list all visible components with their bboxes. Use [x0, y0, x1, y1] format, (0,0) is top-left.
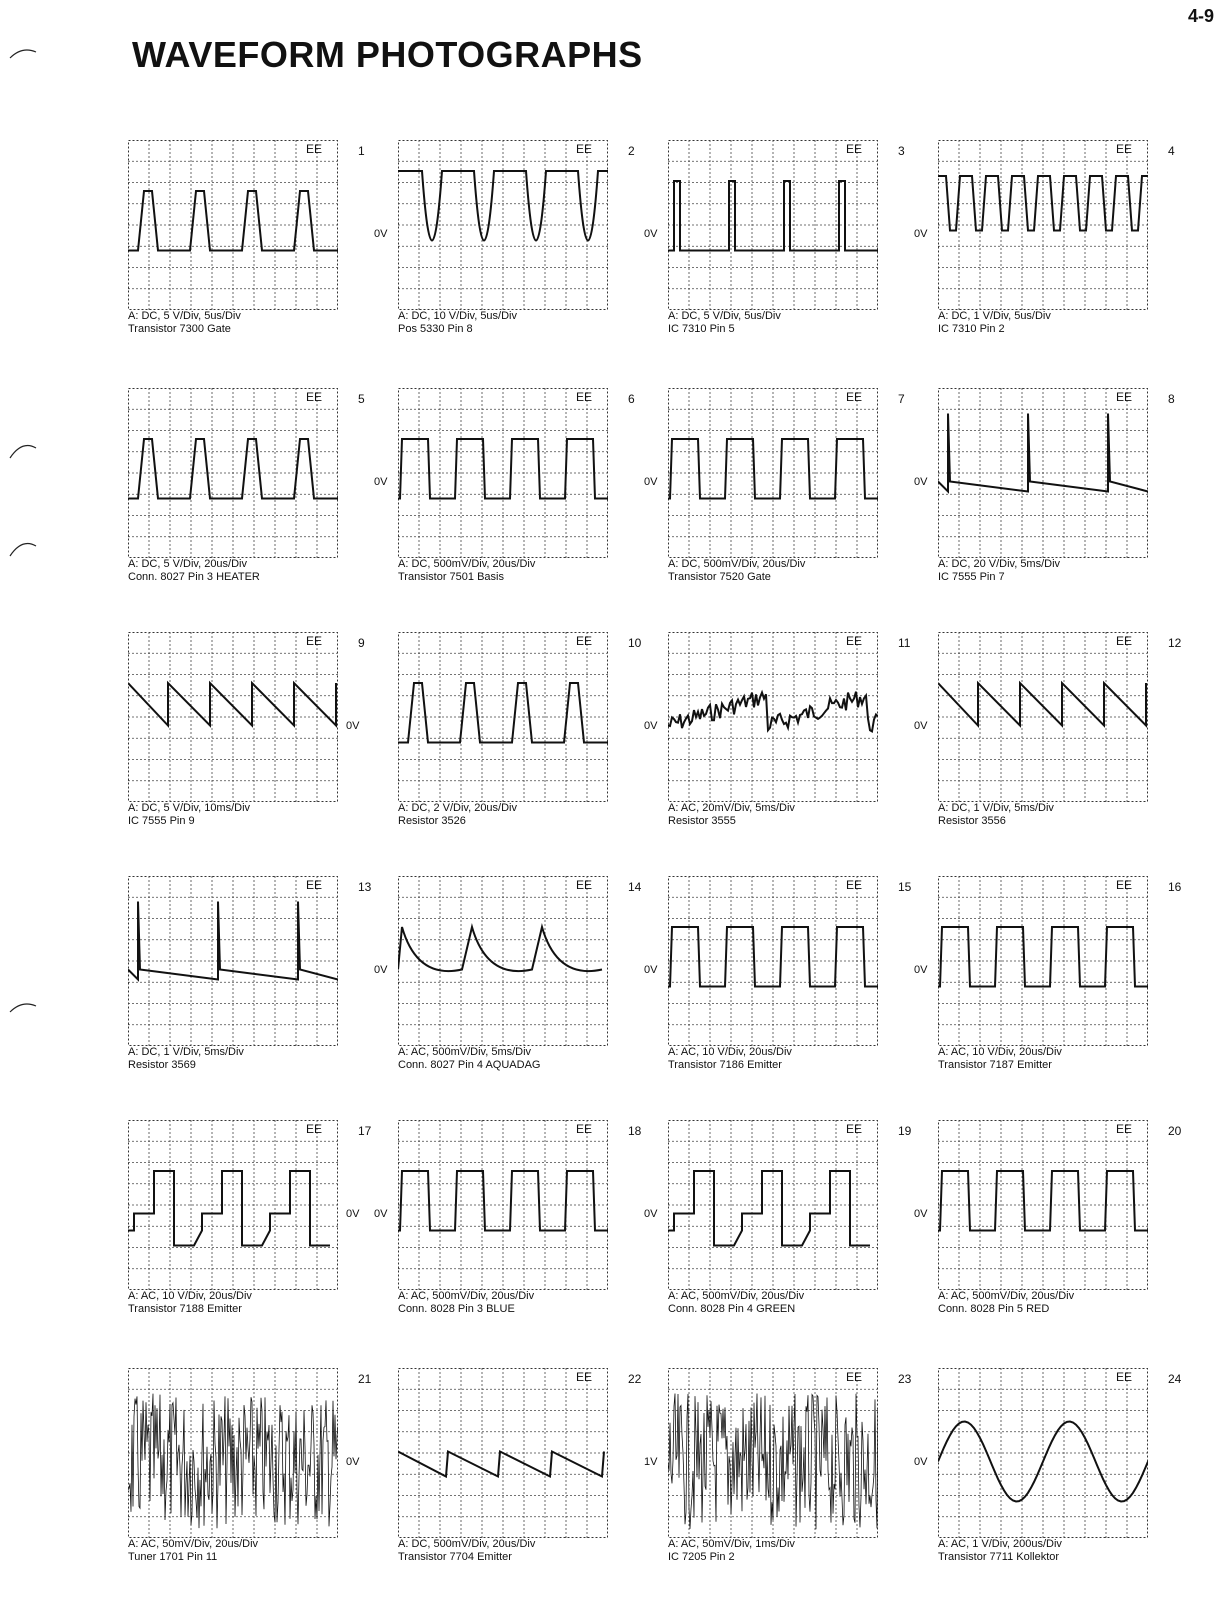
ee-label: EE [576, 634, 593, 648]
waveform-caption [128, 802, 250, 828]
waveform-caption [938, 802, 1054, 828]
reference-level-label: 0V [346, 1207, 360, 1220]
waveform-caption [668, 1290, 804, 1316]
measurement-point: Tuner 1701 Pin 11 [128, 1551, 218, 1563]
waveform-trace [938, 388, 1148, 558]
oscilloscope-screen [668, 632, 878, 802]
oscilloscope-screen [668, 1368, 878, 1538]
waveform-panel [644, 876, 938, 1116]
oscilloscope-screen [128, 388, 338, 558]
punch-hole-mark [8, 538, 38, 552]
reference-level-label: 0V [346, 719, 360, 732]
punch-hole-mark [8, 440, 38, 454]
waveform-panel [128, 140, 398, 380]
oscilloscope-screen [668, 1120, 878, 1290]
ee-label: EE [846, 390, 863, 404]
oscilloscope-screen [128, 1120, 338, 1290]
panel-number: 11 [898, 636, 911, 650]
oscilloscope-screen [128, 140, 338, 310]
oscilloscope-screen [398, 876, 608, 1046]
measurement-point: IC 7310 Pin 2 [938, 323, 1005, 335]
waveform-panel [644, 1120, 938, 1360]
ee-label: EE [1116, 1370, 1133, 1384]
ee-label: EE [1116, 390, 1133, 404]
waveform-trace [938, 632, 1148, 802]
scope-settings: A: AC, 500mV/Div, 20us/Div [668, 1290, 805, 1302]
waveform-caption [668, 802, 795, 828]
reference-level-label: 1V [644, 1455, 658, 1468]
ee-label: EE [846, 1370, 863, 1384]
scope-settings: A: DC, 1 V/Div, 5us/Div [938, 310, 1051, 322]
oscilloscope-screen [398, 1120, 608, 1290]
scope-settings: A: DC, 5 V/Div, 5us/Div [128, 310, 241, 322]
waveform-caption [938, 1046, 1062, 1072]
waveform-caption [668, 558, 805, 584]
measurement-point: Pos 5330 Pin 8 [398, 323, 473, 335]
waveform-caption [668, 310, 781, 336]
panel-number: 20 [1168, 1124, 1182, 1138]
panel-number: 15 [898, 880, 912, 894]
waveform-panel [374, 140, 668, 380]
waveform-trace [128, 1120, 338, 1290]
waveform-panel [374, 388, 668, 628]
ee-label: EE [576, 1370, 593, 1384]
waveform-panel [398, 1368, 668, 1608]
ee-label: EE [846, 1122, 863, 1136]
measurement-point: Resistor 3555 [668, 815, 736, 827]
scope-settings: A: DC, 1 V/Div, 5ms/Div [938, 802, 1054, 814]
waveform-caption [398, 1290, 534, 1316]
measurement-point: Transistor 7186 Emitter [668, 1059, 782, 1071]
scope-settings: A: DC, 500mV/Div, 20us/Div [668, 558, 806, 570]
measurement-point: Resistor 3569 [128, 1059, 196, 1071]
panel-number: 23 [898, 1372, 912, 1386]
measurement-point: IC 7205 Pin 2 [668, 1551, 735, 1563]
reference-level-label: 0V [644, 963, 658, 976]
panel-number: 22 [628, 1372, 642, 1386]
oscilloscope-screen [128, 632, 338, 802]
ee-label: EE [1116, 878, 1133, 892]
panel-number: 5 [358, 392, 365, 406]
waveform-panel [914, 876, 1208, 1116]
waveform-panel [128, 632, 398, 872]
reference-level-label: 0V [914, 1455, 928, 1468]
scope-settings: A: DC, 1 V/Div, 5ms/Div [128, 1046, 244, 1058]
ee-label: EE [1116, 634, 1133, 648]
oscilloscope-screen [398, 1368, 608, 1538]
reference-level-label: 0V [914, 963, 928, 976]
waveform-panel [128, 1368, 398, 1608]
waveform-panel [374, 1120, 668, 1360]
panel-number: 4 [1168, 144, 1175, 158]
panel-number: 21 [358, 1372, 372, 1386]
waveform-trace [668, 140, 878, 310]
panel-number: 9 [358, 636, 365, 650]
reference-level-label: 0V [914, 719, 928, 732]
panel-number: 10 [628, 636, 642, 650]
waveform-caption [128, 310, 241, 336]
waveform-panel [644, 632, 938, 872]
ee-label: EE [306, 1122, 323, 1136]
oscilloscope-screen [938, 140, 1148, 310]
scope-settings: A: AC, 20mV/Div, 5ms/Div [668, 802, 795, 814]
waveform-trace [938, 1368, 1148, 1538]
panel-number: 16 [1168, 880, 1182, 894]
oscilloscope-screen [398, 632, 608, 802]
waveform-panel [914, 632, 1208, 872]
reference-level-label: 0V [346, 1455, 360, 1468]
ee-label: EE [576, 1122, 593, 1136]
scope-settings: A: DC, 2 V/Div, 20us/Div [398, 802, 517, 814]
ee-label: EE [306, 142, 323, 156]
ee-label: EE [846, 142, 863, 156]
waveform-caption [938, 1538, 1062, 1564]
oscilloscope-screen [398, 140, 608, 310]
measurement-point: Transistor 7711 Kollektor [938, 1551, 1060, 1563]
ee-label: EE [306, 390, 323, 404]
scope-settings: A: DC, 500mV/Div, 20us/Div [398, 558, 536, 570]
panel-number: 18 [628, 1124, 642, 1138]
reference-level-label: 0V [374, 475, 388, 488]
punch-hole-mark [8, 46, 38, 60]
waveform-caption [398, 1538, 535, 1564]
ee-label: EE [846, 634, 863, 648]
waveform-trace [128, 632, 338, 802]
panel-number: 1 [358, 144, 365, 158]
measurement-point: Transistor 7188 Emitter [128, 1303, 242, 1315]
reference-level-label: 0V [644, 1207, 658, 1220]
ee-label: EE [576, 390, 593, 404]
waveform-caption [398, 1046, 540, 1072]
scope-settings: A: AC, 1 V/Div, 200us/Div [938, 1538, 1062, 1550]
scope-settings: A: DC, 5 V/Div, 10ms/Div [128, 802, 251, 814]
panel-number: 7 [898, 392, 905, 406]
reference-level-label: 0V [374, 963, 388, 976]
measurement-point: Transistor 7187 Emitter [938, 1059, 1052, 1071]
scope-settings: A: AC, 500mV/Div, 5ms/Div [398, 1046, 532, 1058]
panel-number: 2 [628, 144, 635, 158]
waveform-trace [668, 632, 878, 802]
waveform-panel [644, 1368, 938, 1608]
measurement-point: Resistor 3526 [398, 815, 466, 827]
reference-level-label: 0V [914, 475, 928, 488]
waveform-panel [398, 632, 668, 872]
oscilloscope-screen [668, 140, 878, 310]
waveform-trace [668, 1368, 878, 1538]
waveform-caption [128, 1538, 258, 1564]
panel-number: 8 [1168, 392, 1175, 406]
ee-label: EE [1116, 142, 1133, 156]
oscilloscope-screen [128, 1368, 338, 1538]
panel-number: 6 [628, 392, 635, 406]
waveform-trace [398, 1368, 608, 1538]
oscilloscope-screen [128, 876, 338, 1046]
reference-level-label: 0V [374, 1207, 388, 1220]
waveform-trace [128, 388, 338, 558]
scope-settings: A: DC, 5 V/Div, 5us/Div [668, 310, 781, 322]
ee-label: EE [576, 142, 593, 156]
reference-level-label: 0V [914, 1207, 928, 1220]
measurement-point: Conn. 8028 Pin 4 GREEN [668, 1303, 796, 1315]
reference-level-label: 0V [644, 475, 658, 488]
waveform-trace [668, 876, 878, 1046]
scope-settings: A: AC, 10 V/Div, 20us/Div [128, 1290, 252, 1302]
measurement-point: IC 7310 Pin 5 [668, 323, 735, 335]
measurement-point: Resistor 3556 [938, 815, 1006, 827]
oscilloscope-screen [938, 1120, 1148, 1290]
waveform-trace [398, 632, 608, 802]
scope-settings: A: AC, 500mV/Div, 20us/Div [938, 1290, 1075, 1302]
waveform-caption [398, 310, 517, 336]
waveform-caption [938, 310, 1051, 336]
ee-label: EE [306, 634, 323, 648]
scope-settings: A: AC, 50mV/Div, 1ms/Div [668, 1538, 795, 1550]
waveform-trace [938, 140, 1148, 310]
scope-settings: A: DC, 20 V/Div, 5ms/Div [938, 558, 1061, 570]
waveform-caption [668, 1538, 795, 1564]
waveform-panel [644, 140, 938, 380]
waveform-panel [914, 1368, 1208, 1608]
oscilloscope-screen [938, 1368, 1148, 1538]
reference-level-label: 0V [374, 227, 388, 240]
waveform-panel [128, 1120, 398, 1360]
measurement-point: Conn. 8027 Pin 3 HEATER [128, 571, 260, 583]
waveform-panel [128, 388, 398, 628]
waveform-panel [914, 388, 1208, 628]
measurement-point: IC 7555 Pin 7 [938, 571, 1005, 583]
waveform-trace [398, 140, 608, 310]
scope-settings: A: DC, 5 V/Div, 20us/Div [128, 558, 247, 570]
scope-settings: A: AC, 500mV/Div, 20us/Div [398, 1290, 535, 1302]
reference-level-label: 0V [914, 227, 928, 240]
waveform-caption [668, 1046, 792, 1072]
waveform-caption [938, 558, 1060, 584]
waveform-caption [938, 1290, 1074, 1316]
waveform-trace [938, 876, 1148, 1046]
waveform-panel [914, 140, 1208, 380]
waveform-trace [398, 1120, 608, 1290]
scope-settings: A: AC, 10 V/Div, 20us/Div [668, 1046, 792, 1058]
waveform-trace [128, 140, 338, 310]
scope-settings: A: DC, 10 V/Div, 5us/Div [398, 310, 517, 322]
waveform-trace [128, 876, 338, 1046]
measurement-point: Transistor 7520 Gate [668, 571, 771, 583]
oscilloscope-screen [668, 876, 878, 1046]
ee-label: EE [1116, 1122, 1133, 1136]
scope-settings: A: AC, 50mV/Div, 20us/Div [128, 1538, 259, 1550]
measurement-point: Conn. 8028 Pin 3 BLUE [398, 1303, 515, 1315]
measurement-point: Transistor 7501 Basis [398, 571, 504, 583]
waveform-caption [128, 1046, 244, 1072]
waveform-panel [128, 876, 398, 1116]
reference-level-label: 0V [644, 719, 658, 732]
measurement-point: IC 7555 Pin 9 [128, 815, 195, 827]
measurement-point: Transistor 7300 Gate [128, 323, 231, 335]
waveform-trace [668, 388, 878, 558]
scope-settings: A: DC, 500mV/Div, 20us/Div [398, 1538, 536, 1550]
ee-label: EE [576, 878, 593, 892]
waveform-caption [398, 558, 535, 584]
panel-number: 19 [898, 1124, 912, 1138]
page-number: 4-9 [1187, 6, 1214, 26]
waveform-trace [938, 1120, 1148, 1290]
panel-number: 14 [628, 880, 642, 894]
waveform-caption [128, 1290, 252, 1316]
waveform-trace [668, 1120, 878, 1290]
panel-number: 13 [358, 880, 372, 894]
waveform-trace [128, 1368, 338, 1538]
waveform-trace [398, 876, 608, 1046]
waveform-panel [374, 876, 668, 1116]
scope-settings: A: AC, 10 V/Div, 20us/Div [938, 1046, 1062, 1058]
ee-label: EE [306, 878, 323, 892]
measurement-point: Transistor 7704 Emitter [398, 1551, 512, 1563]
oscilloscope-screen [668, 388, 878, 558]
waveform-caption [128, 558, 260, 584]
panel-number: 24 [1168, 1372, 1182, 1386]
waveform-panel [644, 388, 938, 628]
waveform-caption [398, 802, 517, 828]
waveform-panel [914, 1120, 1208, 1360]
measurement-point: Conn. 8028 Pin 5 RED [938, 1303, 1050, 1315]
oscilloscope-screen [938, 876, 1148, 1046]
measurement-point: Conn. 8027 Pin 4 AQUADAG [398, 1059, 541, 1071]
panel-number: 12 [1168, 636, 1182, 650]
punch-hole-mark [8, 1000, 38, 1014]
reference-level-label: 0V [644, 227, 658, 240]
page-title: WAVEFORM PHOTOGRAPHS [132, 34, 643, 75]
ee-label: EE [846, 878, 863, 892]
oscilloscope-screen [938, 388, 1148, 558]
oscilloscope-screen [398, 388, 608, 558]
oscilloscope-screen [938, 632, 1148, 802]
panel-number: 17 [358, 1124, 372, 1138]
panel-number: 3 [898, 144, 905, 158]
waveform-trace [398, 388, 608, 558]
